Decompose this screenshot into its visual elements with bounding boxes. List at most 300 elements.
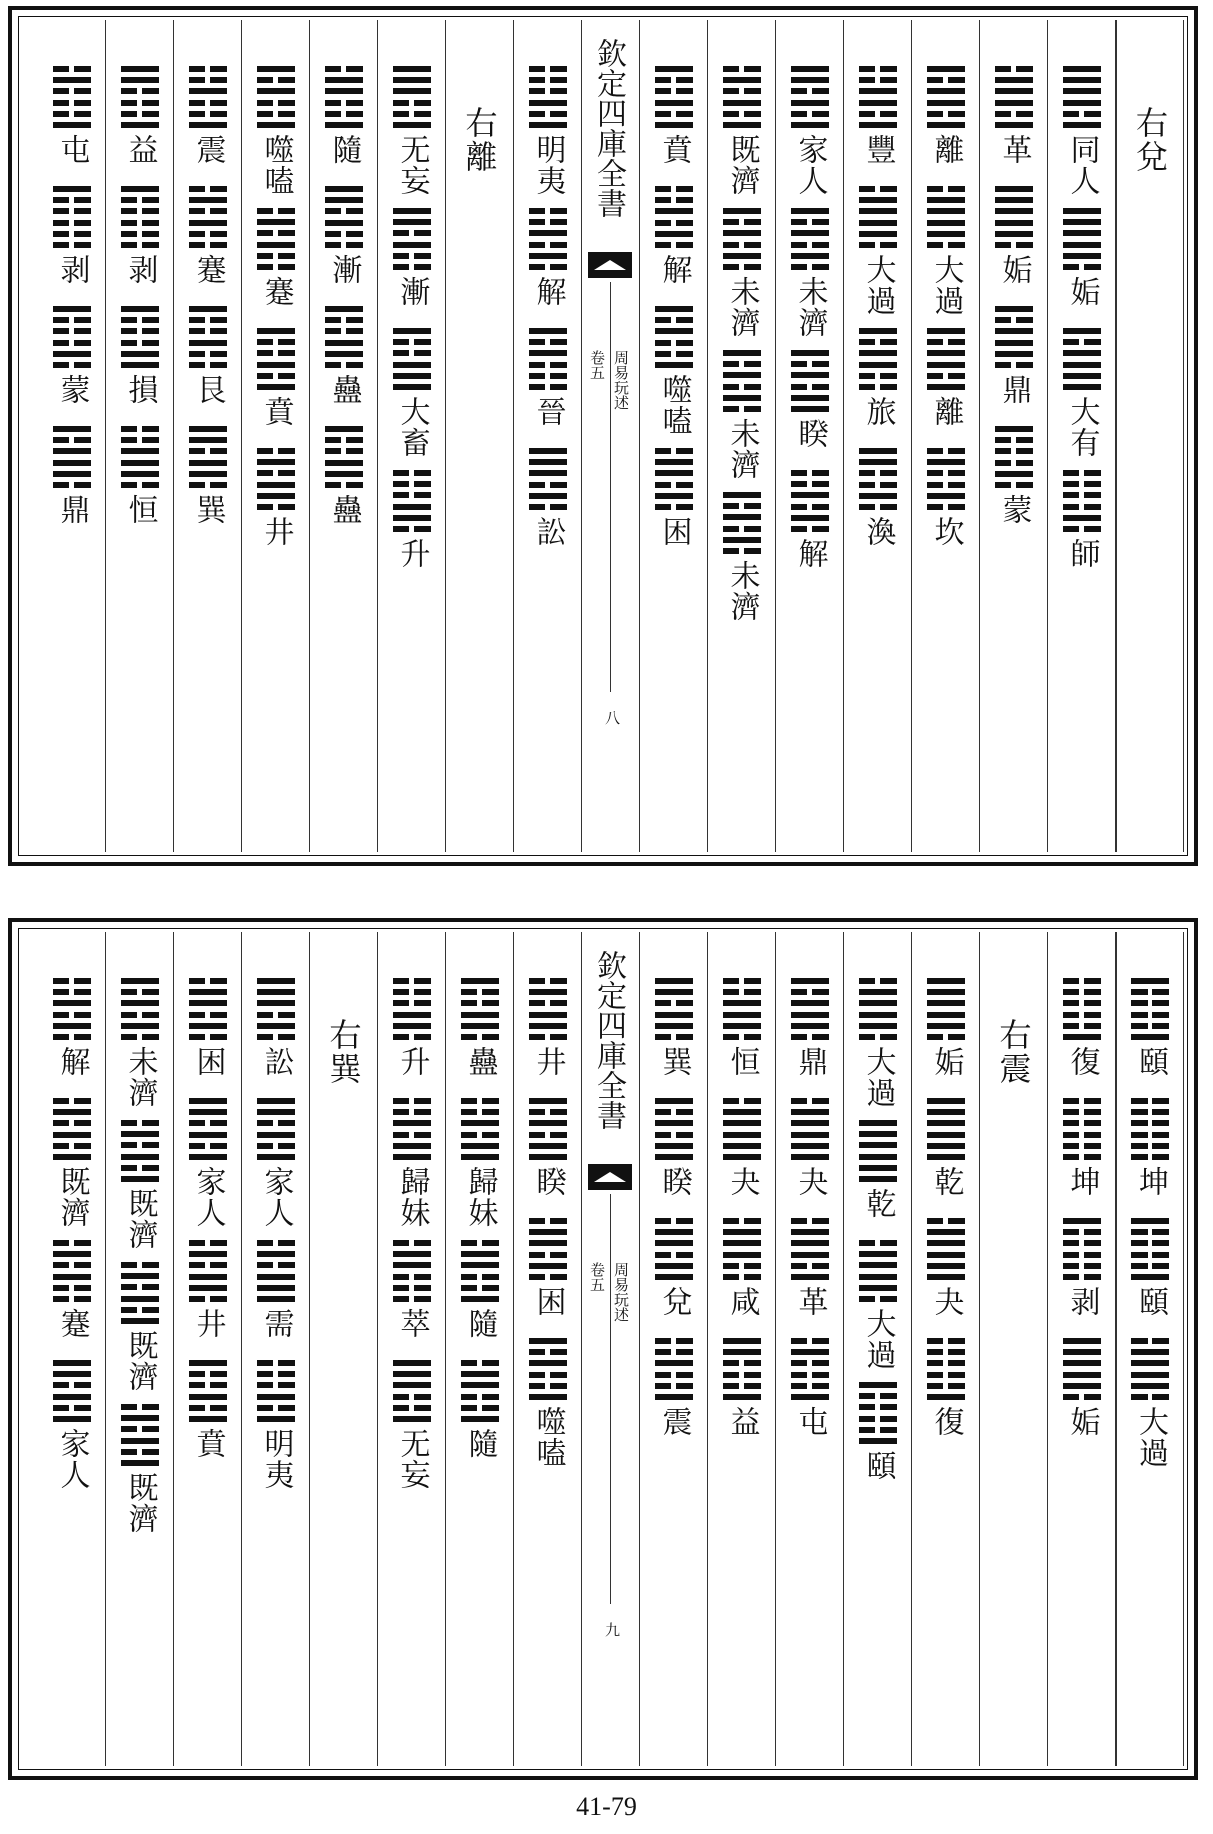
yin-line bbox=[723, 1034, 761, 1040]
yang-line bbox=[791, 978, 829, 984]
hexagram-name: 賁 bbox=[258, 396, 294, 427]
hexagram-icon bbox=[325, 186, 363, 248]
volume-number: 卷五 bbox=[588, 350, 606, 380]
yin-line bbox=[393, 1000, 431, 1006]
yin-line bbox=[655, 1383, 693, 1389]
yang-line bbox=[723, 122, 761, 128]
yin-line bbox=[325, 208, 363, 214]
yin-line bbox=[257, 1405, 295, 1411]
yin-line bbox=[791, 481, 829, 487]
yang-line bbox=[1131, 1383, 1169, 1389]
yang-line bbox=[529, 493, 567, 499]
yang-line bbox=[461, 1143, 499, 1149]
hexagram-entry bbox=[995, 186, 1033, 294]
yang-line bbox=[393, 1012, 431, 1018]
yang-line bbox=[995, 231, 1033, 237]
yin-line bbox=[927, 1372, 965, 1378]
yang-line bbox=[257, 384, 295, 390]
yang-line bbox=[529, 1120, 567, 1126]
yang-line bbox=[257, 1132, 295, 1138]
yin-line bbox=[257, 470, 295, 476]
yang-line bbox=[723, 1000, 761, 1006]
hexagram-icon bbox=[529, 978, 567, 1040]
hexagram-icon bbox=[927, 1098, 965, 1160]
yang-line bbox=[393, 1143, 431, 1149]
hexagram-entry bbox=[53, 186, 91, 294]
yang-line bbox=[53, 448, 91, 454]
yin-line bbox=[655, 1372, 693, 1378]
hexagram-icon bbox=[257, 448, 295, 510]
hexagram-name: 賁 bbox=[656, 134, 692, 165]
hexagram-entry bbox=[927, 1338, 965, 1446]
yin-line bbox=[53, 317, 91, 323]
yin-line bbox=[791, 242, 829, 248]
hexagram-icon bbox=[655, 306, 693, 368]
yin-line bbox=[791, 88, 829, 94]
text-column bbox=[844, 20, 912, 852]
hexagram-entry bbox=[859, 978, 897, 1108]
yin-line bbox=[791, 504, 829, 510]
hexagram-icon bbox=[529, 328, 567, 390]
yang-line bbox=[1063, 1383, 1101, 1389]
yin-line bbox=[723, 406, 761, 412]
section-heading: 右巽 bbox=[324, 1018, 363, 1086]
yang-line bbox=[655, 328, 693, 334]
yin-line bbox=[257, 1382, 295, 1388]
yin-line bbox=[723, 978, 761, 984]
hexagram-entry bbox=[859, 1382, 897, 1490]
hexagram-name: 離 bbox=[928, 396, 964, 427]
hexagram-name: 既濟 bbox=[724, 134, 760, 196]
hexagram-name: 井 bbox=[258, 516, 294, 547]
hexagram-icon bbox=[53, 426, 91, 488]
hexagram-entry bbox=[393, 978, 431, 1086]
text-column bbox=[242, 20, 310, 852]
yin-line bbox=[655, 197, 693, 203]
yang-line bbox=[393, 208, 431, 214]
yang-line bbox=[189, 1132, 227, 1138]
yin-line bbox=[791, 1338, 829, 1344]
hexagram-icon bbox=[723, 1098, 761, 1160]
yin-line bbox=[461, 1132, 499, 1138]
yin-line bbox=[121, 1142, 159, 1148]
yang-line bbox=[1063, 384, 1101, 390]
yang-line bbox=[257, 978, 295, 984]
yin-line bbox=[189, 66, 227, 72]
hexagram-entry bbox=[257, 448, 295, 556]
yin-line bbox=[189, 448, 227, 454]
yin-line bbox=[121, 1120, 159, 1126]
yang-line bbox=[859, 220, 897, 226]
hexagram-icon bbox=[189, 186, 227, 248]
yang-line bbox=[257, 493, 295, 499]
yin-line bbox=[927, 504, 965, 510]
yang-line bbox=[1063, 1218, 1101, 1224]
hexagram-name: 乾 bbox=[928, 1166, 964, 1197]
yang-line bbox=[461, 1382, 499, 1388]
yin-line bbox=[257, 1034, 295, 1040]
yin-line bbox=[189, 1143, 227, 1149]
yang-line bbox=[121, 77, 159, 83]
hexagram-name: 巽 bbox=[656, 1046, 692, 1077]
hexagram-entry bbox=[655, 448, 693, 556]
hexagram-icon bbox=[325, 426, 363, 488]
yin-line bbox=[1131, 1154, 1169, 1160]
yin-line bbox=[325, 362, 363, 368]
yin-line bbox=[461, 1405, 499, 1411]
yang-line bbox=[859, 208, 897, 214]
yang-line bbox=[655, 493, 693, 499]
hexagram-entry bbox=[927, 186, 965, 316]
yang-line bbox=[1063, 219, 1101, 225]
hexagram-entry bbox=[927, 978, 965, 1086]
yin-line bbox=[1063, 1394, 1101, 1400]
yin-line bbox=[859, 242, 897, 248]
yang-line bbox=[723, 253, 761, 259]
hexagram-entry bbox=[1063, 470, 1101, 578]
yang-line bbox=[393, 1251, 431, 1257]
yang-line bbox=[1063, 1372, 1101, 1378]
yin-line bbox=[53, 1098, 91, 1104]
yin-line bbox=[393, 1285, 431, 1291]
yin-line bbox=[1063, 1012, 1101, 1018]
hexagram-entry bbox=[791, 1338, 829, 1446]
yin-line bbox=[529, 1132, 567, 1138]
yang-line bbox=[927, 1012, 965, 1018]
yang-line bbox=[393, 328, 431, 334]
hexagram-name: 困 bbox=[656, 516, 692, 547]
yang-line bbox=[53, 1109, 91, 1115]
yin-line bbox=[325, 231, 363, 237]
yang-line bbox=[257, 1154, 295, 1160]
hexagram-name: 蒙 bbox=[996, 494, 1032, 525]
hexagram-icon bbox=[121, 426, 159, 488]
yang-line bbox=[1063, 362, 1101, 368]
yang-line bbox=[53, 1416, 91, 1422]
yang-line bbox=[655, 978, 693, 984]
yang-line bbox=[655, 1394, 693, 1400]
hexagram-entry bbox=[1131, 1218, 1169, 1326]
yin-line bbox=[121, 100, 159, 106]
yang-line bbox=[461, 1023, 499, 1029]
hexagram-entry bbox=[53, 1098, 91, 1228]
yang-line bbox=[1131, 1372, 1169, 1378]
yang-line bbox=[655, 1274, 693, 1280]
hexagram-icon bbox=[393, 208, 431, 270]
hexagram-icon bbox=[859, 66, 897, 128]
hexagram-icon bbox=[393, 1098, 431, 1160]
hexagram-icon bbox=[995, 426, 1033, 488]
hexagram-icon bbox=[655, 978, 693, 1040]
hexagram-icon bbox=[121, 306, 159, 368]
yin-line bbox=[121, 1012, 159, 1018]
yang-line bbox=[121, 448, 159, 454]
yin-line bbox=[393, 339, 431, 345]
hexagram-entry bbox=[1063, 66, 1101, 196]
yin-line bbox=[393, 526, 431, 532]
hexagram-entry bbox=[189, 306, 227, 414]
yin-line bbox=[859, 111, 897, 117]
yang-line bbox=[121, 351, 159, 357]
hexagram-name: 豐 bbox=[860, 134, 896, 165]
yang-line bbox=[927, 197, 965, 203]
yin-line bbox=[189, 111, 227, 117]
yang-line bbox=[393, 1262, 431, 1268]
hexagram-icon bbox=[927, 1338, 965, 1400]
yin-line bbox=[1063, 1263, 1101, 1269]
hexagram-icon bbox=[655, 1218, 693, 1280]
yin-line bbox=[325, 66, 363, 72]
yang-line bbox=[121, 1154, 159, 1160]
yin-line bbox=[189, 242, 227, 248]
yang-line bbox=[1063, 1360, 1101, 1366]
yang-line bbox=[927, 1274, 965, 1280]
hexagram-entry bbox=[121, 306, 159, 414]
yang-line bbox=[325, 340, 363, 346]
yin-line bbox=[927, 339, 965, 345]
yin-line bbox=[189, 482, 227, 488]
yin-line bbox=[393, 1240, 431, 1246]
yang-line bbox=[723, 230, 761, 236]
hexagram-icon bbox=[529, 1218, 567, 1280]
yin-line bbox=[53, 482, 91, 488]
yin-line bbox=[325, 328, 363, 334]
hexagram-entry bbox=[859, 1120, 897, 1228]
yin-line bbox=[529, 1000, 567, 1006]
yang-line bbox=[995, 426, 1033, 432]
yang-line bbox=[859, 1251, 897, 1257]
hexagram-name: 蠱 bbox=[462, 1046, 498, 1077]
section-heading: 右震 bbox=[994, 1018, 1033, 1086]
yang-line bbox=[655, 306, 693, 312]
yang-line bbox=[1131, 1034, 1169, 1040]
yin-line bbox=[859, 504, 897, 510]
text-column bbox=[708, 20, 776, 852]
yin-line bbox=[1063, 1240, 1101, 1246]
yang-line bbox=[393, 88, 431, 94]
yin-line bbox=[927, 482, 965, 488]
yang-line bbox=[257, 328, 295, 334]
hexagram-name: 震 bbox=[656, 1406, 692, 1437]
hexagram-name: 渙 bbox=[860, 516, 896, 547]
yang-line bbox=[1131, 1218, 1169, 1224]
hexagram-name: 訟 bbox=[258, 1046, 294, 1077]
hexagram-name: 歸妹 bbox=[394, 1166, 430, 1228]
hexagram-entry bbox=[393, 66, 431, 196]
yang-line bbox=[859, 1154, 897, 1160]
yang-line bbox=[529, 470, 567, 476]
hexagram-icon bbox=[655, 1338, 693, 1400]
hexagram-name: 井 bbox=[190, 1308, 226, 1339]
yin-line bbox=[529, 264, 567, 270]
yin-line bbox=[723, 526, 761, 532]
yin-line bbox=[189, 328, 227, 334]
yin-line bbox=[859, 373, 897, 379]
yang-line bbox=[189, 1416, 227, 1422]
yang-line bbox=[1063, 242, 1101, 248]
hexagram-entry bbox=[189, 426, 227, 534]
text-column bbox=[446, 932, 514, 1766]
yin-line bbox=[1063, 481, 1101, 487]
yang-line bbox=[121, 1438, 159, 1444]
yang-line bbox=[189, 989, 227, 995]
yang-line bbox=[461, 1371, 499, 1377]
yang-line bbox=[723, 1349, 761, 1355]
yang-line bbox=[655, 66, 693, 72]
yin-line bbox=[325, 317, 363, 323]
hexagram-name: 歸妹 bbox=[462, 1166, 498, 1228]
hexagram-name: 解 bbox=[54, 1046, 90, 1077]
yin-line bbox=[53, 328, 91, 334]
yin-line bbox=[791, 1372, 829, 1378]
yin-line bbox=[927, 77, 965, 83]
hexagram-name: 頤 bbox=[1133, 1286, 1168, 1317]
hexagram-name: 明夷 bbox=[258, 1428, 294, 1490]
yin-line bbox=[257, 1012, 295, 1018]
hexagram-icon bbox=[461, 978, 499, 1040]
hexagram-name: 困 bbox=[190, 1046, 226, 1077]
yin-line bbox=[529, 1274, 567, 1280]
yang-line bbox=[723, 1229, 761, 1235]
yang-line bbox=[723, 100, 761, 106]
yin-line bbox=[393, 1034, 431, 1040]
hexagram-entry bbox=[791, 66, 829, 196]
hexagram-name: 恒 bbox=[724, 1046, 760, 1077]
hexagram-entry bbox=[529, 208, 567, 316]
yang-line bbox=[1063, 100, 1101, 106]
hexagram-entry bbox=[325, 66, 363, 174]
yin-line bbox=[995, 460, 1033, 466]
yin-line bbox=[791, 361, 829, 367]
yin-line bbox=[53, 197, 91, 203]
hexagram-entry bbox=[1063, 1218, 1101, 1326]
yang-line bbox=[529, 1143, 567, 1149]
text-column bbox=[912, 20, 980, 852]
yin-line bbox=[1063, 1023, 1101, 1029]
hexagram-icon bbox=[1063, 208, 1101, 270]
yin-line bbox=[927, 1383, 965, 1389]
hexagram-entry bbox=[257, 1360, 295, 1490]
yang-line bbox=[859, 1165, 897, 1171]
hexagram-entry bbox=[723, 492, 761, 622]
hexagram-icon bbox=[927, 186, 965, 248]
yin-line bbox=[53, 1034, 91, 1040]
yin-line bbox=[655, 1109, 693, 1115]
yang-line bbox=[461, 1262, 499, 1268]
yang-line bbox=[927, 220, 965, 226]
hexagram-icon bbox=[393, 328, 431, 390]
hexagram-icon bbox=[53, 186, 91, 248]
hexagram-name: 萃 bbox=[394, 1308, 430, 1339]
yin-line bbox=[393, 264, 431, 270]
yang-line bbox=[859, 1176, 897, 1182]
hexagram-icon bbox=[859, 1240, 897, 1302]
yang-line bbox=[791, 1154, 829, 1160]
yin-line bbox=[655, 77, 693, 83]
hexagram-name: 頤 bbox=[860, 1450, 896, 1481]
yin-line bbox=[859, 482, 897, 488]
yang-line bbox=[791, 253, 829, 259]
hexagram-icon bbox=[927, 66, 965, 128]
hexagram-icon bbox=[189, 978, 227, 1040]
yang-line bbox=[723, 514, 761, 520]
hexagram-icon bbox=[723, 492, 761, 554]
hexagram-name: 噬嗑 bbox=[656, 374, 692, 436]
yin-line bbox=[393, 1296, 431, 1302]
hexagram-entry bbox=[121, 1120, 159, 1250]
hexagram-icon bbox=[325, 306, 363, 368]
hexagram-icon bbox=[461, 1240, 499, 1302]
yin-line bbox=[257, 1371, 295, 1377]
yin-line bbox=[189, 1120, 227, 1126]
yin-line bbox=[995, 242, 1033, 248]
yang-line bbox=[927, 1132, 965, 1138]
yang-line bbox=[995, 122, 1033, 128]
hexagram-icon bbox=[927, 328, 965, 390]
hexagram-name: 姤 bbox=[1064, 276, 1100, 307]
yang-line bbox=[927, 66, 965, 72]
yin-line bbox=[189, 77, 227, 83]
hexagram-name: 剥 bbox=[122, 254, 158, 285]
yin-line bbox=[1131, 1338, 1169, 1344]
yang-line bbox=[189, 306, 227, 312]
yin-line bbox=[655, 482, 693, 488]
hexagram-icon bbox=[791, 350, 829, 412]
folio-number: 八 bbox=[603, 710, 621, 725]
yin-line bbox=[655, 351, 693, 357]
hexagram-name: 震 bbox=[190, 134, 226, 165]
yin-line bbox=[189, 362, 227, 368]
hexagram-entry bbox=[655, 306, 693, 436]
hexagram-entry bbox=[723, 350, 761, 480]
hexagram-entry bbox=[189, 1098, 227, 1228]
yin-line bbox=[121, 88, 159, 94]
yin-line bbox=[53, 340, 91, 346]
hexagram-name: 大過 bbox=[928, 254, 964, 316]
yin-line bbox=[995, 317, 1033, 323]
yang-line bbox=[121, 1023, 159, 1029]
yang-line bbox=[859, 1120, 897, 1126]
yang-line bbox=[723, 1109, 761, 1115]
hexagram-entry bbox=[461, 978, 499, 1086]
hexagram-name: 家人 bbox=[190, 1166, 226, 1228]
hexagram-name: 井 bbox=[530, 1046, 566, 1077]
hexagram-entry bbox=[927, 328, 965, 436]
hexagram-name: 既濟 bbox=[122, 1188, 158, 1250]
hexagram-entry bbox=[723, 1218, 761, 1326]
yang-line bbox=[189, 197, 227, 203]
yin-line bbox=[189, 351, 227, 357]
yang-line bbox=[53, 1371, 91, 1377]
hexagram-name: 睽 bbox=[530, 1166, 566, 1197]
yin-line bbox=[53, 1143, 91, 1149]
hexagram-name: 剥 bbox=[54, 254, 90, 285]
hexagram-name: 未濟 bbox=[724, 276, 760, 338]
yin-line bbox=[529, 219, 567, 225]
folio-number: 九 bbox=[603, 1622, 621, 1637]
yang-line bbox=[995, 208, 1033, 214]
yin-line bbox=[461, 1098, 499, 1104]
hexagram-name: 姤 bbox=[996, 254, 1032, 285]
yin-line bbox=[257, 230, 295, 236]
yin-line bbox=[529, 1034, 567, 1040]
yin-line bbox=[927, 1034, 965, 1040]
hexagram-name: 未濟 bbox=[724, 560, 760, 622]
yin-line bbox=[257, 77, 295, 83]
yin-line bbox=[723, 1372, 761, 1378]
yang-line bbox=[723, 77, 761, 83]
hexagram-entry bbox=[859, 1240, 897, 1370]
